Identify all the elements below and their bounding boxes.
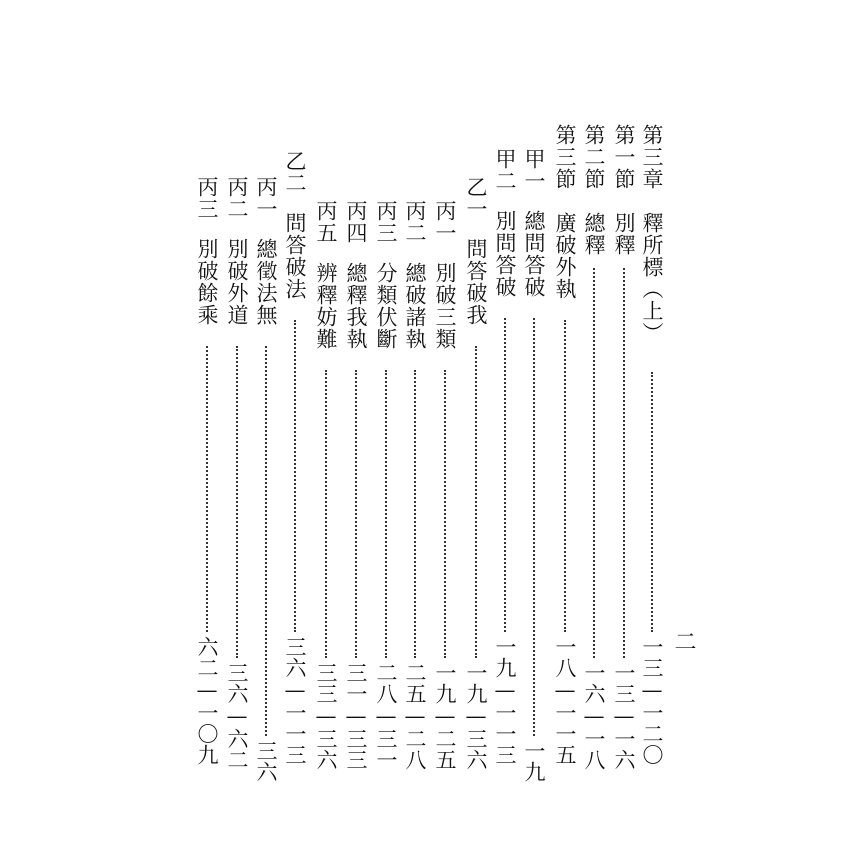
toc-entry (253, 124, 279, 804)
entry-pages: 六二—一〇九 (195, 636, 219, 765)
dot-leader (504, 318, 506, 632)
entry-label: 第三節 (553, 124, 577, 190)
entry-title: 廣破外執 (553, 212, 577, 300)
entry-pages: 一九—二五 (433, 662, 457, 770)
toc-entry (463, 124, 489, 804)
entry-label: 甲二 (493, 148, 517, 192)
dot-leader (355, 370, 357, 658)
entry-title: 問答破我 (464, 238, 488, 326)
entry-title: 總徵法無 (254, 238, 278, 326)
toc-entry (373, 124, 399, 804)
toc-entry (194, 124, 220, 804)
toc-entry (611, 124, 637, 804)
entry-title: 辨釋妨難 (314, 262, 338, 350)
toc-entry (521, 124, 547, 804)
entry-pages: 一九—一一三 (493, 636, 517, 765)
entry-title: 別破外道 (225, 238, 249, 326)
entry-label: 丙一 (254, 176, 278, 220)
entry-title: 別釋 (612, 212, 636, 256)
dot-leader (475, 346, 477, 658)
entry-label: 丙二 (225, 176, 249, 220)
entry-label: 丙二 (403, 200, 427, 244)
entry-pages: 二八—三一 (374, 662, 398, 770)
dot-leader (623, 268, 625, 658)
entry-title: 別破三類 (433, 262, 457, 350)
toc-entry (343, 124, 369, 804)
toc-entry (313, 124, 339, 804)
dot-leader (651, 372, 653, 632)
entry-pages: 一三—一六 (612, 662, 636, 770)
entry-label: 第一節 (612, 124, 636, 190)
entry-title: 別破餘乘 (195, 238, 219, 326)
entry-title: 別問答破 (493, 210, 517, 298)
entry-title: 總破諸執 (403, 262, 427, 350)
entry-pages: 二五—二八 (403, 662, 427, 770)
dot-leader (206, 346, 208, 632)
dot-leader (593, 268, 595, 658)
toc-entry (402, 124, 428, 804)
entry-title: 總釋我執 (344, 262, 368, 350)
toc-entry (639, 124, 665, 804)
entry-pages: 一三—一二〇 (640, 636, 664, 765)
entry-label: 丙五 (314, 200, 338, 244)
entry-label: 丙四 (344, 200, 368, 244)
dot-leader (385, 370, 387, 658)
entry-label: 第三章 (640, 124, 664, 190)
entry-title: 問答破法 (283, 212, 307, 300)
dot-leader (414, 370, 416, 658)
entry-pages: 一八—一一五 (553, 636, 577, 765)
dot-leader (533, 318, 535, 736)
entry-title: 總釋 (582, 212, 606, 256)
entry-pages: 三六 (254, 740, 278, 782)
entry-pages: 一九 (522, 740, 546, 782)
toc-entry (282, 124, 308, 804)
entry-title: 釋所標（上） (640, 212, 664, 344)
entry-pages: 一九—三六 (464, 662, 488, 770)
dot-leader (236, 346, 238, 658)
toc-entry (581, 124, 607, 804)
entry-label: 第二節 (582, 124, 606, 190)
entry-pages: 一六—一八 (582, 662, 606, 770)
entry-label: 甲一 (522, 148, 546, 192)
entry-pages: 三三—三六 (314, 662, 338, 770)
entry-label: 乙二 (283, 150, 307, 194)
dot-leader (564, 320, 566, 632)
entry-label: 丙三 (195, 176, 219, 220)
entry-label: 乙一 (464, 176, 488, 220)
entry-title: 總問答破 (522, 210, 546, 298)
dot-leader (325, 370, 327, 658)
toc-entry (492, 124, 518, 804)
dot-leader (294, 320, 296, 632)
dot-leader (265, 346, 267, 736)
page-number: 二 (671, 630, 696, 652)
toc-entry (224, 124, 250, 804)
entry-label: 丙一 (433, 200, 457, 244)
toc-entry (552, 124, 578, 804)
dot-leader (444, 370, 446, 658)
toc-entry (432, 124, 458, 804)
entry-label: 丙三 (374, 200, 398, 244)
entry-pages: 三六—六二 (225, 662, 249, 770)
entry-title: 分類伏斷 (374, 262, 398, 350)
entry-pages: 三一—三三 (344, 662, 368, 770)
entry-pages: 三六—一一三 (283, 636, 307, 765)
